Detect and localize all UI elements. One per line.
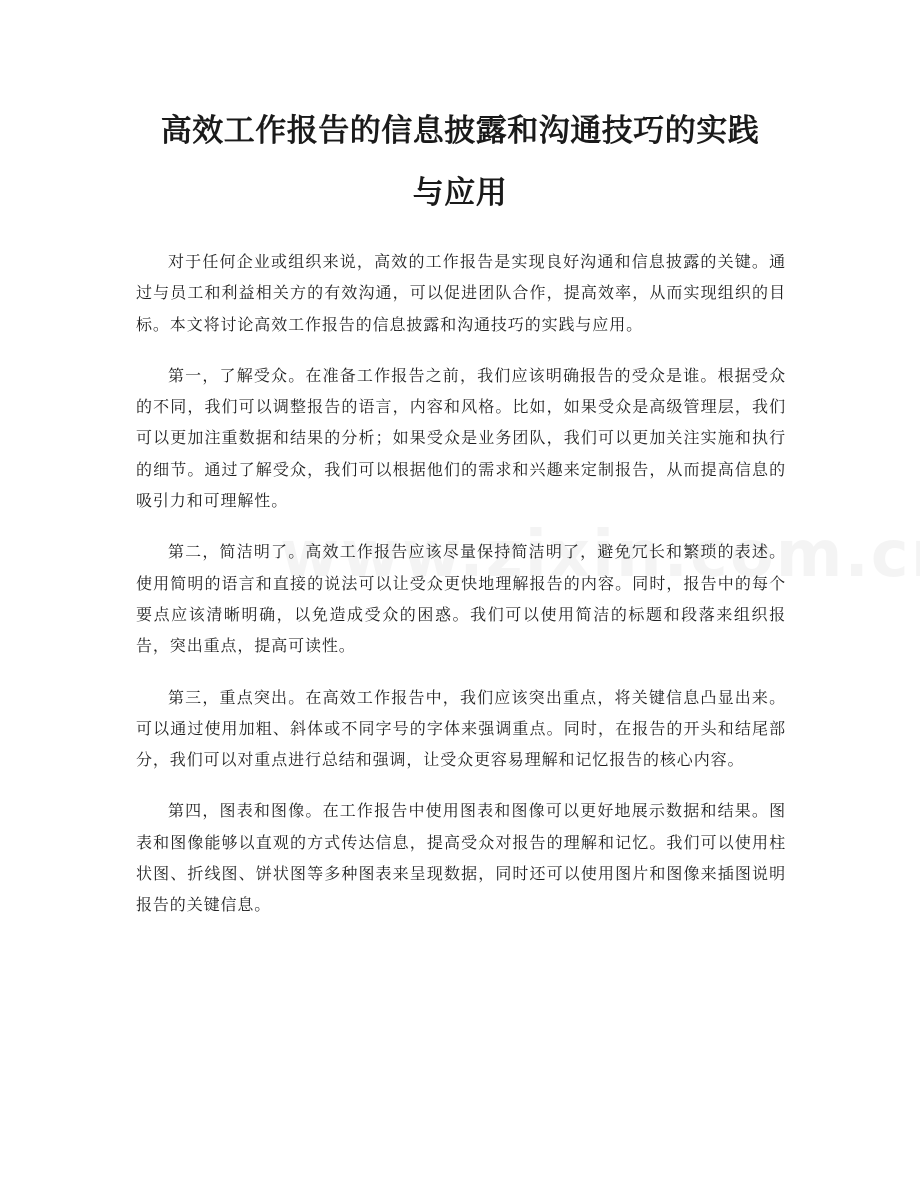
paragraph-intro: 对于任何企业或组织来说，高效的工作报告是实现良好沟通和信息披露的关键。通过与员工和利益相关方的有效沟通，可以促进团队合作，提高效率，从而实现组织的目标。本文将讨论高效工作报告的信息披露和沟通技巧的实践与应用。 xyxy=(136,252,786,334)
document-title-line-2: 与应用 xyxy=(412,175,508,211)
document-title xyxy=(120,100,800,224)
document-title-line-1: 高效工作报告的信息披露和沟通技巧的实践 xyxy=(160,113,760,149)
paragraph-charts-images: 第四，图表和图像。在工作报告中使用图表和图像可以更好地展示数据和结果。图表和图像能够以直观的方式传达信息，提高受众对报告的理解和记忆。我们可以使用柱状图、折线图、饼状图等多种图表来呈现数据，同时还可以使用图片和图像来插图说明报告的关键信息。 xyxy=(136,801,786,915)
document-body xyxy=(136,246,786,941)
paragraph-know-audience: 第一，了解受众。在准备工作报告之前，我们应该明确报告的受众是谁。根据受众的不同，我们可以调整报告的语言，内容和风格。比如，如果受众是高级管理层，我们可以更加注重数据和结果的分析；如果受众是业务团队，我们可以更加关注实施和执行的细节。通过了解受众，我们可以根据他们的需求和兴趣来定制报告，从而提高信息的吸引力和可理解性。 xyxy=(136,365,786,511)
paragraph-highlight: 第三，重点突出。在高效工作报告中，我们应该突出重点，将关键信息凸显出来。可以通过使用加粗、斜体或不同字号的字体来强调重点。同时，在报告的开头和结尾部分，我们可以对重点进行总结和强调，让受众更容易理解和记忆报告的核心内容。 xyxy=(136,687,786,770)
paragraph-concise: 第二，简洁明了。高效工作报告应该尽量保持简洁明了，避免冗长和繁琐的表述。使用简明的语言和直接的说法可以让受众更快地理解报告的内容。同时，报告中的每个要点应该清晰明确，以免造成受众的困惑。我们可以使用简洁的标题和段落来组织报告，突出重点，提高可读性。 xyxy=(136,542,786,656)
